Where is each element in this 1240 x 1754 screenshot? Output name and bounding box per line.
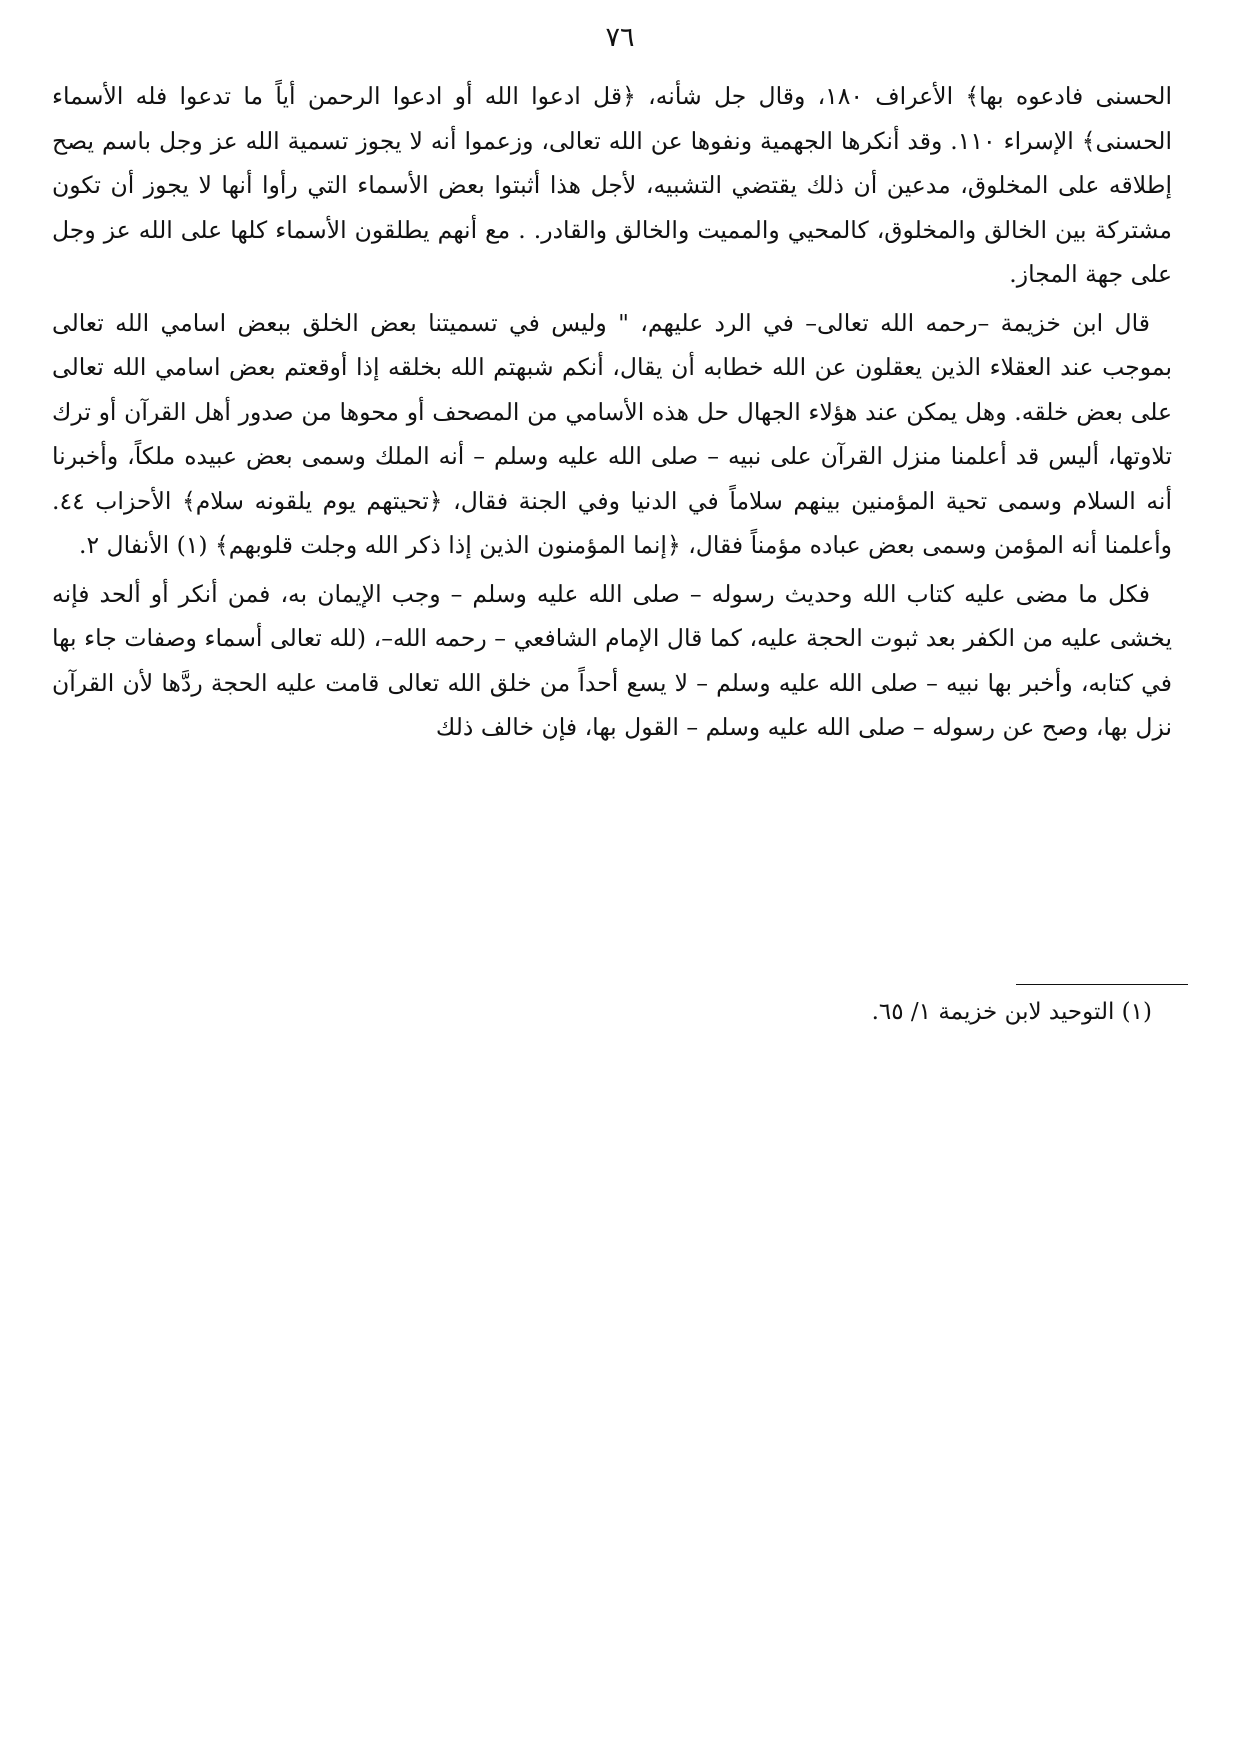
body-text (52, 74, 1172, 754)
page-number: ٧٦ (605, 22, 635, 53)
paragraph-1: الحسنى فادعوه بها﴾ الأعراف ١٨٠، وقال جل شأنه، ﴿قل ادعوا الله أو ادعوا الرحمن أياً ما تدعوا فله الأسماء الحسنى﴾ الإسراء ١١٠. وقد أنكرها الجهمية ونفوها عن الله تعالى، وزعموا أنه لا يجوز تسمية الله عز وجل باسم يصح إطلاقه على المخلوق، مدعين أن ذلك يقتضي التشبيه، لأجل هذا أثبتوا بعض الأسماء التي رأوا أنها لا يجوز أن تكون مشتركة بين الخالق والمخلوق، كالمحيي والمميت والخالق والقادر. . مع أنهم يطلقون الأسماء كلها على الله عز وجل على جهة المجاز. (52, 82, 1172, 288)
paragraph-3: فكل ما مضى عليه كتاب الله وحديث رسوله – صلى الله عليه وسلم – وجب الإيمان به، فمن أنكر أو ألحد فإنه يخشى عليه من الكفر بعد ثبوت الحجة عليه، كما قال الإمام الشافعي – رحمه الله–، (لله تعالى أسماء وصفات جاء بها في كتابه، وأخبر بها نبيه – صلى الله عليه وسلم – لا يسع أحداً من خلق الله تعالى قامت عليه الحجة ردَّها لأن القرآن نزل بها، وصح عن رسوله – صلى الله عليه وسلم – القول بها، فإن خالف ذلك (52, 579, 1172, 741)
footnote-1: (١) التوحيد لابن خزيمة ١/ ٦٥. (871, 999, 1152, 1025)
paragraph-2: قال ابن خزيمة –رحمه الله تعالى– في الرد عليهم، " وليس في تسميتنا بعض الخلق ببعض اسامي الله تعالى بموجب عند العقلاء الذين يعقلون عن الله خطابه أن يقال، أنكم شبهتم الله بخلقه إذا أوقعتم بعض اسامي الله تعالى على بعض خلقه. وهل يمكن عند هؤلاء الجهال حل هذه الأسامي من المصحف أو محوها من صدور أهل القرآن أو ترك تلاوتها، أليس قد أعلمنا منزل القرآن على نبيه – صلى الله عليه وسلم – أنه الملك وسمى بعض عبيده ملكاً، وأخبرنا أنه السلام وسمى تحية المؤمنين بينهم سلاماً في الدنيا وفي الجنة فقال، ﴿تحيتهم يوم يلقونه سلام﴾ الأحزاب ٤٤. وأعلمنا أنه المؤمن وسمى بعض عباده مؤمناً فقال، ﴿إنما المؤمنون الذين إذا ذكر الله وجلت قلوبهم﴾ (١) الأنفال ٢. (52, 308, 1172, 559)
footnote-separator (1016, 984, 1188, 985)
